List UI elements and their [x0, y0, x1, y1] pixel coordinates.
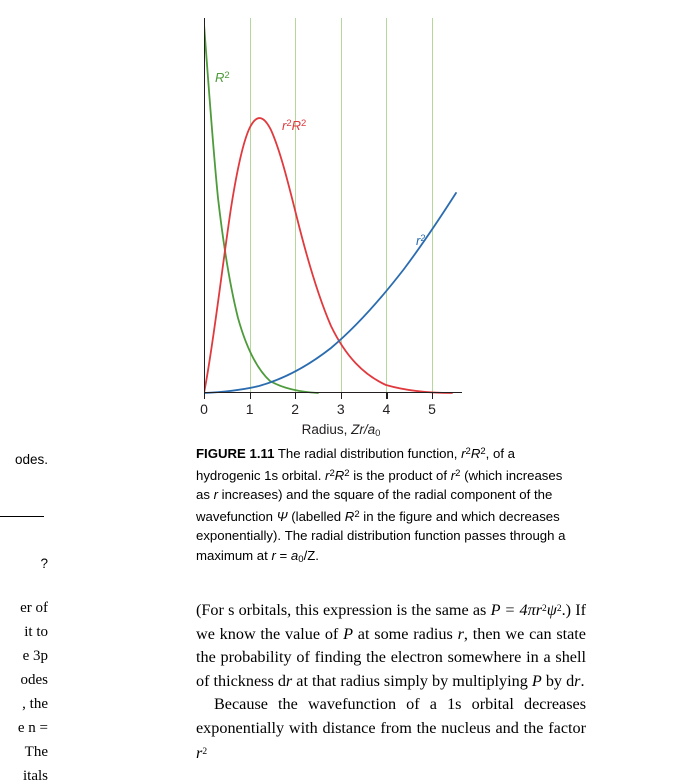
x-tick-label-4: 4 [382, 401, 391, 417]
left-fragment-line: ? [40, 556, 48, 571]
body-paragraph-2 [196, 693, 586, 765]
caption-math-7: Ψ [276, 508, 288, 524]
body-p1-r: r [457, 624, 464, 643]
left-fragment-line: e 3p [22, 648, 48, 664]
caption-text-4: (which increases as [196, 467, 563, 503]
caption-math-10: a [290, 547, 299, 563]
x-axis [204, 392, 462, 393]
curve-label-R-sup-2: 2 [301, 118, 307, 129]
x-tick-3 [341, 393, 342, 399]
x-tick-1 [250, 393, 251, 399]
curve-label-r2-R2 [282, 118, 306, 133]
left-fragment-line: er of [20, 600, 48, 616]
caption-math-10-sub: 0 [298, 553, 304, 565]
left-fragment-line: The [24, 744, 48, 760]
body-p2-math-sup: 2 [202, 746, 208, 757]
body-p1-math: P = 4πr [490, 601, 543, 619]
left-fragment-line: , the [22, 696, 48, 712]
caption-math-8: R [344, 508, 355, 524]
x-axis-title-var: Zr/a [351, 422, 376, 437]
left-fragment-line: odes. [14, 452, 48, 467]
left-fragment-line: odes [20, 672, 48, 688]
x-tick-0 [204, 393, 205, 399]
body-p2-pre: Because the wavefunction of a 1s orbital decreases exponentially with distance from the nucleus and the factor [196, 695, 586, 737]
caption-math-6: r [213, 487, 218, 503]
caption-text-2: , of a hydrogenic 1s orbital. [196, 446, 515, 483]
curves-svg [204, 18, 462, 394]
body-p1-post-6: . [580, 671, 585, 690]
caption-math-9: r [271, 547, 276, 563]
caption-math-2-sup: 2 [480, 446, 486, 457]
curve-label-R-text-2: R [291, 118, 302, 133]
left-fragment-line: e n = [17, 720, 48, 736]
curve-label-r-text: r [282, 118, 287, 133]
curve-label-r-squared [416, 233, 426, 248]
figure-radial-distribution [196, 18, 472, 439]
x-axis-title-sub: 0 [375, 428, 381, 439]
left-fragment-line: it to [24, 624, 48, 640]
body-p1-math-sup: 2 [542, 604, 547, 614]
body-p1-dr: r [285, 671, 293, 690]
curve-label-R-text: R [215, 70, 225, 85]
body-p1-math-2: ψ [546, 601, 557, 619]
curve-label-r-text-2: r [416, 233, 421, 248]
caption-math-1-sup: 2 [465, 446, 471, 457]
body-p1-post-3: , then we can state the probability of finding the electron somewhere in a shell of thickness d [196, 624, 586, 690]
curve-label-r-sup: 2 [286, 118, 292, 129]
body-p1-dr2: r [574, 671, 581, 690]
figure-caption [196, 442, 576, 570]
x-tick-label-3: 3 [336, 401, 345, 417]
caption-math-4-sup: 2 [344, 467, 350, 479]
x-axis-title [302, 422, 381, 439]
curve-label-R-sup: 2 [224, 70, 230, 81]
caption-text-3: is the product of [349, 467, 451, 483]
left-fragment-line: itals [23, 768, 48, 784]
caption-math-3-sup: 2 [329, 467, 335, 479]
x-tick-2 [295, 393, 296, 399]
column-divider [0, 516, 44, 517]
x-tick-label-1: 1 [245, 401, 254, 417]
caption-math-4: R [334, 467, 345, 483]
caption-text-5: increases) and the square of the radial component of the wavefunction [196, 487, 553, 524]
curve-r-squared [204, 193, 456, 393]
x-tick-label-5: 5 [428, 401, 436, 417]
x-tick-label-2: 2 [291, 401, 300, 417]
caption-math-2: R [470, 446, 481, 461]
body-p1-pre: (For s orbitals, this expression is the same as [196, 601, 491, 619]
body-p1-P2: P [531, 671, 542, 690]
x-tick-4 [386, 393, 387, 399]
body-p1-P: P [343, 624, 354, 643]
left-column-fragment [0, 0, 50, 782]
caption-text-9: /Z. [303, 547, 319, 563]
caption-math-1: r [461, 446, 466, 461]
caption-text-6: (labelled [287, 508, 345, 524]
body-p1-post: .) If we know the value of [196, 601, 587, 643]
x-tick-5 [432, 393, 433, 399]
x-axis-title-prefix: Radius, [301, 422, 352, 437]
curve-label-R-squared [215, 70, 230, 85]
plot-area [200, 18, 462, 439]
caption-math-8-sup: 2 [354, 508, 360, 520]
body-text [196, 598, 586, 765]
curve-label-r-sup-2: 2 [420, 233, 426, 244]
figure-caption-label: FIGURE 1.11 [196, 446, 275, 461]
caption-text-1: The radial distribution function, [274, 446, 462, 461]
caption-math-5-sup: 2 [455, 467, 461, 479]
caption-text-8: = [275, 547, 291, 563]
caption-math-3: r [325, 467, 330, 483]
body-p1-post-2: at some radius [353, 624, 458, 643]
body-p2-math: r [196, 743, 203, 762]
body-p1-math-2-sup: 2 [556, 604, 562, 614]
caption-text-7: in the figure and which decreases exponentially). The radial distribution function passes through a maximum at [196, 508, 566, 563]
body-paragraph-1 [196, 598, 586, 693]
body-p1-post-5: by d [541, 671, 575, 690]
body-p1-post-4: at that radius simply by multiplying [292, 671, 532, 690]
x-tick-label-0: 0 [200, 401, 208, 417]
caption-math-5: r [450, 467, 456, 483]
y-axis [204, 18, 205, 393]
